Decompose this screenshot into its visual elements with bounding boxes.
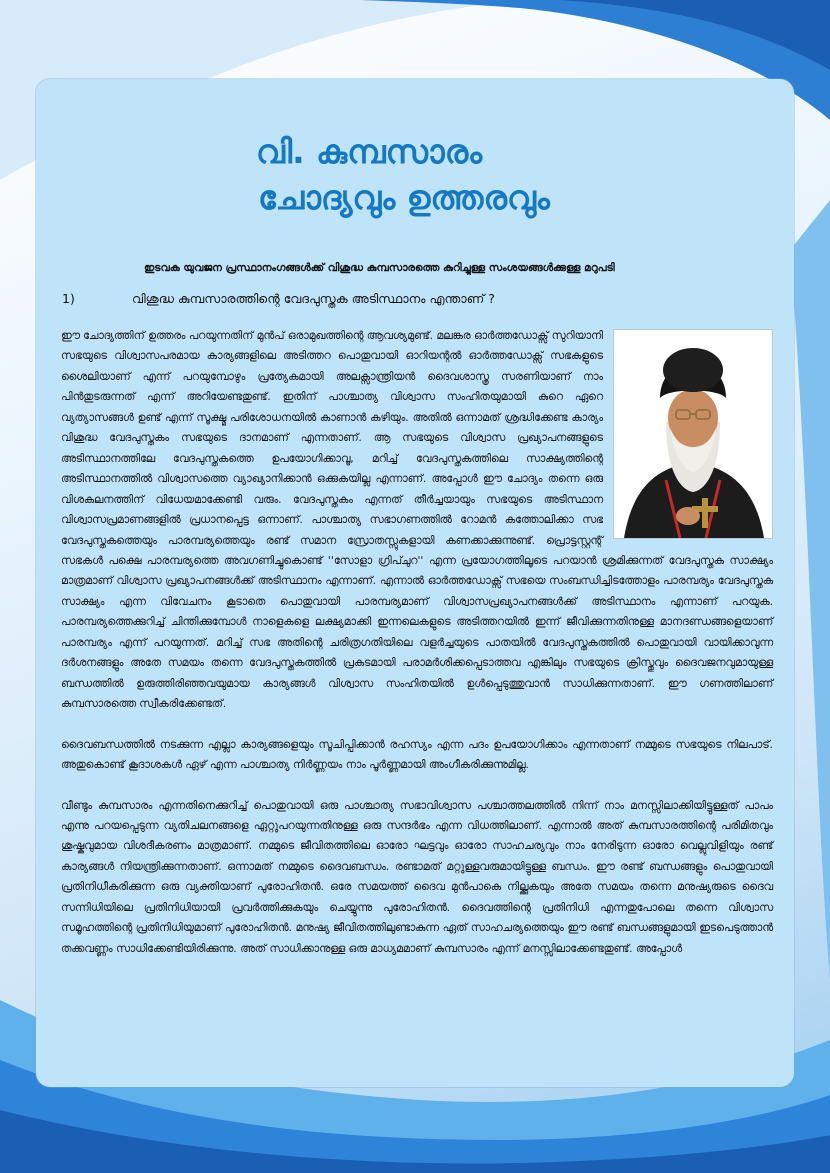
paragraph-1: ഈ ചോദ്യത്തിന് ഉത്തരം പറയുന്നതിന് മുൻപ് ഒരാമുഖത്തിന്റെ ആവശ്യമുണ്ട്. മലങ്കര ഓർത്തഡോക്സ് സുറിയാനി സഭയുടെ വിശ്വാസപരമായ കാര്യങ്ങളിലെ അടിത്തറ പൊതുവായി ഓറിയന്റൽ ഓർത്തഡോക്സ് സഭകളുടെ ശൈലിയാണ് എന്ന് പറയുമ്പോഴും പ്രത്യേകമായി അലക്സാന്ത്രിയൻ ദൈവശാസ്ത്ര സരണിയാണ് നാം പിൻതുടരുന്നത് എന്ന് അറിയേണ്ടതുണ്ട്. ഇതിന് പാശ്ചാത്യ വിശ്വാസ സംഹിതയുമായി കുറെ ഏറെ വ്യത്യാസങ്ങൾ ഉണ്ട് എന്ന് സൂക്ഷ്മ പരിശോധനയിൽ കാണാൻ കഴിയും. അതിൽ ഒന്നാമത് ശ്രദ്ധിക്കേണ്ട കാര്യം വിശുദ്ധ വേദപുസ്തകം സഭയുടെ ദാനമാണ് എന്നതാണ്. ആ സഭയുടെ വിശ്വാസ പ്രഖ്യാപനങ്ങളുടെ അടിസ്ഥാനത്തിലേ വേദപുസ്തകത്തെ ഉപയോഗിക്കാവൂ, മറിച്ച് വേദപുസ്തകത്തിലെ സാക്ഷ്യത്തിന്റെ അടിസ്ഥാനത്തിൽ വിശ്വാസത്തെ വ്യാഖ്യാനിക്കാൻ ഒക്കുകയില്ല എന്നാണ്. അപ്പോൾ ഈ ചോദ്യം തന്നെ ഒരു വിശകലനത്തിന് വിധേയമാക്കേണ്ടി വരും. വേദപുസ്തകം എന്നത് തീർച്ചയായും സഭയുടെ അടിസ്ഥാന വിശ്വാസപ്രമാണങ്ങളിൽ പ്രധാനപ്പെട്ട ഒന്നാണ്. പാശ്ചാത്യ സഭാഗണത്തിൽ റോമൻ കത്തോലിക്കാ സഭ വേദപുസ്തകത്തെയും പാരമ്പര്യത്തെയും രണ്ട് സമാന സ്രോതസ്സുകളായി കണക്കാക്കുന്നുണ്ട്. പ്രൊട്ടസ്റ്റന്റ് സഭകൾ പക്ഷെ പാരമ്പര്യത്തെ അവഗണിച്ചുകൊണ്ട് ''സോളാ ഗ്രിപ്ചുറ'' എന്ന പ്രയോഗത്തിലൂടെ പറയാൻ ശ്രമിക്കുന്നത് വേദപുസ്തക സാക്ഷ്യം മാത്രമാണ് വിശ്വാസ പ്രഖ്യാപനങ്ങൾക്ക് അടിസ്ഥാനം എന്നാണ്. എന്നാൽ ഓർത്തഡോക്സ് സഭയെ സംബന്ധിച്ചിടത്തോളം പാരമ്പര്യം വേദപുസ്തക സാക്ഷ്യം എന്ന വിവേചനം കൂടാതെ പൊതുവായി പാരമ്പര്യമാണ് വിശ്വാസപ്രഖ്യാപനങ്ങൾക്ക് അടിസ്ഥാനം എന്നാണ് പറയുക. പാരമ്പര്യത്തെക്കുറിച്ച് ചിന്തിക്കുമ്പോൾ നാളെകളെ ലക്ഷ്യമാക്കി ഇന്നലെകളുടെ അടിത്തറയിൽ ഇന്ന് ജീവിക്കുന്നതിനുള്ള മാനദണ്ഡങ്ങളെയാണ് പാരമ്പര്യം എന്ന് പറയുന്നത്. മറിച്ച് സഭ അതിന്റെ ചരിത്രഗതിയിലെ വളർച്ചയുടെ പാതയിൽ വേദപുസ്തകത്തിൽ പൊതുവായി വായിക്കാവുന്ന ദർശനങ്ങളും അതേ സമയം തന്നെ വേദപുസ്തകത്തിൽ പ്രകടമായി പരാമർശിക്കപ്പെടാത്തവ എങ്കിലും സഭയുടെ ക്രിസ്തുവും ദൈവജനവുമായുള്ള ബന്ധത്തിൽ ഉരുത്തിരിഞ്ഞവയുമായ കാര്യങ്ങൾ വിശ്വാസ സംഹിതയിൽ ഉൾപ്പെടുത്തുവാൻ സാധിക്കുന്നതാണ്. ഈ ഗണത്തിലാണ് കുമ്പസാരത്തെ സ്വീകരിക്കേണ്ടത്.: [61, 329, 773, 711]
title-line-2: ചോദ്യവും ഉത്തരവും: [258, 178, 550, 217]
paragraph-3: വീണ്ടും കുമ്പസാരം എന്നതിനെക്കുറിച്ച് പൊതുവായി ഒരു പാശ്ചാത്യ സഭാവിശ്വാസ പശ്ചാത്തലത്തിൽ നിന്ന് നാം മനസ്സിലാക്കിയിട്ടുള്ളത് പാപം എന്നു പറയപ്പെടുന്ന വ്യതിചലനങ്ങളെ ഏറ്റുപറയുന്നതിനുള്ള ഒരു സന്ദർഭം എന്ന വിധത്തിലാണ്. എന്നാൽ അത് കുമ്പസാരത്തിന്റെ പരിമിതവും ശുഷ്കവുമായ വിശദീകരണം മാത്രമാണ്. നമ്മുടെ ജീവിതത്തിലെ ഓരോ ഘട്ടവും ഓരോ സാഹചര്യവും നാം നേരിടുന്ന ഓരോ വെല്ലുവിളിയും രണ്ട് കാര്യങ്ങൾ നിയന്ത്രിക്കുന്നതാണ്. ഒന്നാമത് നമ്മുടെ ദൈവബന്ധം. രണ്ടാമത് മറ്റുള്ളവരുമായിട്ടുള്ള ബന്ധം. ഈ രണ്ട് ബന്ധങ്ങളും പൊതുവായി പ്രതിനിധീകരിക്കുന്ന ഒരു വ്യക്തിയാണ് പുരോഹിതൻ. ഒരേ സമയത്ത് ദൈവ മുൻപാകെ നില്ക്കുകയും അതേ സമയം തന്നെ മനുഷ്യരുടെ ദൈവ സന്നിധിയിലെ പ്രതിനിധിയായി പ്രവർത്തിക്കുകയും ചെയ്യുന്നു പുരോഹിതൻ. ദൈവത്തിന്റെ പ്രതിനിധി എന്നതുപോലെ തന്നെ വിശ്വാസ സമൂഹത്തിന്റെ പ്രതിനിധിയുമാണ് പുരോഹിതൻ. മനുഷ്യ ജീവിതത്തിലുണ്ടാകുന്ന ഏത് സാഹചര്യത്തെയും ഈ രണ്ട് ബന്ധങ്ങളുമായി ഇടപെടുത്താൻ തക്കവണ്ണം സാധിക്കേണ്ടിയിരിക്കുന്നു. അത് സാധിക്കാനുള്ള ഒരു മാധ്യമമാണ് കുമ്പസാരം എന്ന് മനസ്സിലാക്കേണ്ടതുണ്ട്. അപ്പോൾ: [61, 798, 773, 955]
question-heading: [62, 291, 762, 307]
page-subtitle: ഇടവക യുവജന പ്രസ്ഥാനംഗങ്ങൾക്ക് വിശുദ്ധ കുമ്പസാരത്തെ കുറിച്ചുള്ള സംശയങ്ങൾക്കുള്ള മറുപടി: [144, 262, 615, 274]
title-line-1: വി. കുമ്പസാരം: [256, 132, 483, 171]
question-text: വിശുദ്ധ കുമ്പസാരത്തിന്റെ വേദപുസ്തക അടിസ്ഥാനം എന്താണ് ?: [131, 291, 495, 306]
question-number: 1): [62, 291, 75, 306]
article-body: [61, 326, 773, 979]
paragraph-2: ദൈവബന്ധത്തിൽ നടക്കുന്ന എല്ലാ കാര്യങ്ങളെയും സൂചിപ്പിക്കാൻ രഹസ്യം എന്ന പദം ഉപയോഗിക്കാം എന്നതാണ് നമ്മുടെ സഭയുടെ നിലപാട്. അതുകൊണ്ട് കൂദാശകൾ ഏഴ് എന്ന പാശ്ചാത്യ നിർണ്ണയം നാം പൂർണ്ണമായി അംഗീകരിക്കുന്നുമില്ല.: [61, 737, 773, 772]
portrait-space: [603, 326, 773, 542]
page-title: [256, 129, 776, 221]
content-panel: [36, 79, 794, 1087]
